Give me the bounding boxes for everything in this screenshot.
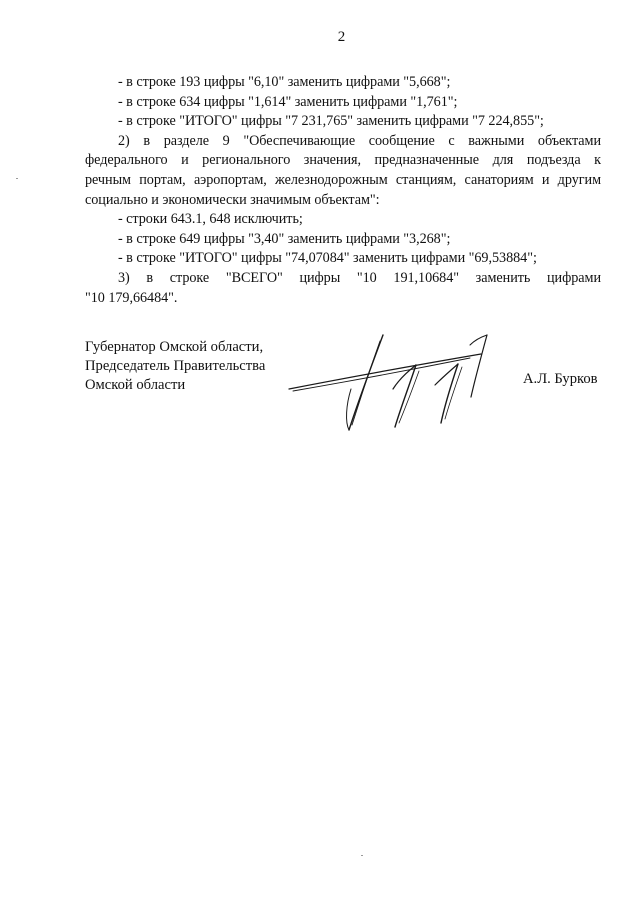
document-body: [85, 73, 601, 308]
amendment-line: - строки 643.1, 648 исключить;: [118, 211, 303, 228]
amendment-line: - в строке "ИТОГО" цифры "7 231,765" заменить цифрами "7 224,855";: [118, 113, 544, 130]
page-number: 2: [337, 29, 346, 45]
amendment-item-3-line: 3) в строке "ВСЕГО" цифры "10 191,10684" заменить цифрами: [118, 269, 601, 286]
amendment-item-2-line: 2) в разделе 9 "Обеспечивающие сообщение с важными объектами: [118, 132, 601, 149]
amendment-item-2-line: федерального и регионального значения, предназначенные для подъезда к: [85, 152, 601, 169]
amendment-line: - в строке "ИТОГО" цифры "74,07084" заменить цифрами "69,53884";: [118, 250, 537, 267]
amendment-item-2-line: социально и экономически значимым объектам":: [85, 191, 380, 208]
scan-speck: [16, 178, 18, 179]
signer-name: А.Л. Бурков: [523, 371, 598, 387]
handwritten-signature: [285, 327, 500, 442]
amendment-item-3-line: "10 179,66484".: [85, 289, 178, 306]
signatory-title: [85, 338, 265, 395]
amendment-line: - в строке 649 цифры "3,40" заменить цифрами "3,268";: [118, 230, 451, 247]
amendment-line: - в строке 193 цифры "6,10" заменить цифрами "5,668";: [118, 74, 451, 90]
signatory-title-line: Председатель Правительства: [85, 358, 266, 374]
signatory-title-line: Омской области: [85, 377, 186, 393]
scan-speck: [361, 855, 363, 856]
amendment-item-2-line: речным портам, аэропортам, железнодорожным станциям, санаториям и другим: [85, 171, 601, 188]
amendment-line: - в строке 634 цифры "1,614" заменить цифрами "1,761";: [118, 93, 458, 110]
signatory-title-line: Губернатор Омской области,: [85, 339, 264, 355]
